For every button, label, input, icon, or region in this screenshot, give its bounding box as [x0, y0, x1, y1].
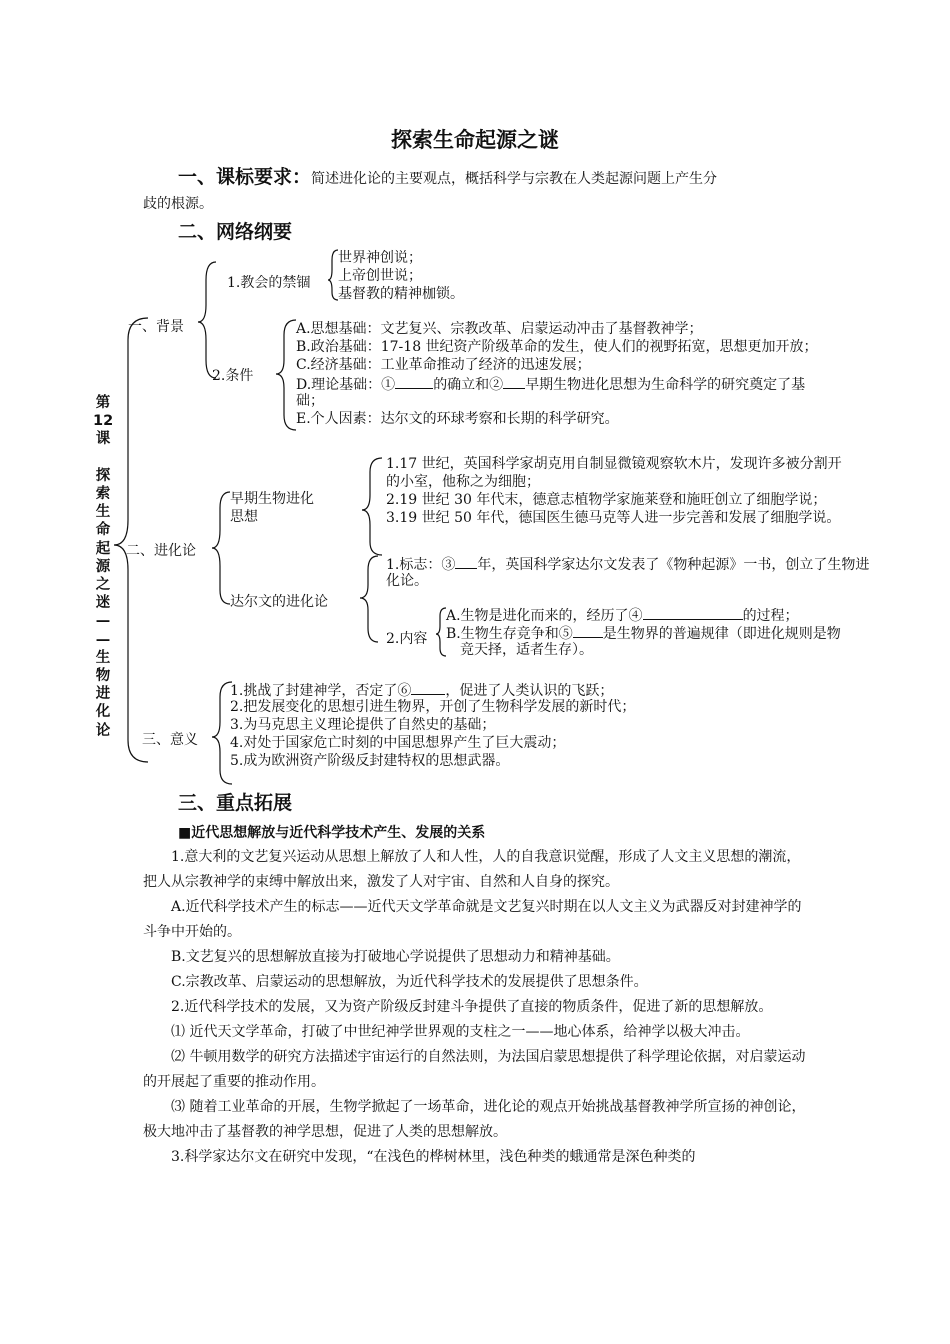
conditions-items — [296, 320, 818, 428]
blank-4 — [643, 605, 743, 620]
sidebar-char: 课 — [95, 431, 111, 448]
church-label: 1.教会的禁锢 — [227, 275, 311, 291]
paragraph: ⑴ 近代天文学革命，打破了中世纪神学世界观的支柱之一——地心体系，给神学以极大冲击。 — [171, 1024, 750, 1040]
page-title: 探索生命起源之谜 — [391, 128, 559, 152]
paragraph: A.近代科学技术产生的标志——近代天文学革命就是文艺复兴时期在以人文主义为武器反对封建神学的斗争中开始的。 — [143, 899, 802, 940]
early-item: 1.17 世纪，英国科学家胡克用自制显微镜观察软木片，发现许多被分割开 — [386, 456, 842, 472]
darwin-brace — [360, 556, 378, 642]
blank-1 — [395, 374, 433, 389]
sidebar-char: 进 — [95, 686, 111, 703]
paragraph: ⑶ 随着工业革命的开展，生物学掀起了一场革命，进化论的观点开始挑战基督教神学所宣扬的神创论，极大地冲击了基督教的神学思想，促进了人类的思想解放。 — [143, 1099, 806, 1140]
blank-2 — [503, 374, 525, 389]
church-item: 上帝创世说； — [338, 268, 422, 284]
sidebar-char: 索 — [95, 486, 111, 503]
blank-6 — [411, 680, 445, 695]
significance-item: 4.对处于国家危亡时刻的中国思想界产生了巨大震动； — [230, 735, 566, 751]
sidebar-char: 源 — [95, 558, 111, 575]
sidebar-char: 生 — [95, 649, 111, 666]
sidebar-char: 命 — [95, 522, 111, 539]
early-item: 2.19 世纪 30 年代末，德意志植物学家施莱登和施旺创立了细胞学说； — [386, 492, 827, 508]
sidebar-char: 第 — [95, 395, 111, 411]
significance-item: 2.把发展变化的思想引进生物界，开创了生物科学发展的新时代； — [230, 699, 636, 715]
condition-item: C.经济基础：工业革命推动了经济的迅速发展； — [296, 357, 591, 373]
evolution-label: 二、进化论 — [126, 543, 196, 559]
section3-subheading: ■近代思想解放与近代科学技术产生、发展的关系 — [178, 825, 486, 841]
section1-text-line2: 歧的根源。 — [143, 196, 213, 212]
blank-5 — [573, 623, 603, 638]
paragraph: C.宗教改革、启蒙运动的思想解放，为近代科学技术的发展提供了思想条件。 — [171, 974, 648, 990]
significance-item: 3.为马克思主义理论提供了自然史的基础； — [230, 717, 496, 733]
section2-heading: 二、网络纲要 — [178, 221, 293, 243]
sidebar-char: 起 — [95, 540, 111, 557]
sidebar-char: 物 — [95, 668, 111, 685]
conditions-brace — [276, 320, 296, 430]
early-items — [386, 455, 842, 527]
condition-item-d: D.理论基础：① 的确立和② 早期生物进化思想为生命科学的研究奠定了基 — [296, 374, 818, 392]
darwin-label: 达尔文的进化论 — [230, 594, 328, 610]
sidebar-char: — — [95, 631, 111, 648]
background-brace — [198, 262, 216, 378]
early-brace — [362, 458, 382, 555]
content-brace — [436, 608, 446, 656]
early-item: 的小室，他称之为细胞； — [386, 474, 540, 490]
sidebar-char: 迷 — [95, 595, 111, 612]
expansion-paragraphs — [143, 845, 810, 1170]
conditions-label: 2.条件 — [212, 368, 254, 384]
paragraph: 3.科学家达尔文在研究中发现，“在浅色的桦树林里，浅色种类的蛾通常是深色种类的 — [171, 1149, 696, 1165]
condition-item: B.政治基础：17-18 世纪资产阶级革命的发生，使人们的视野拓宽，思想更加开放； — [296, 339, 818, 355]
evolution-brace — [212, 492, 230, 604]
significance-label: 三、意义 — [142, 732, 198, 748]
condition-item: A.思想基础：文艺复兴、宗教改革、启蒙运动冲击了基督教神学； — [296, 321, 703, 337]
content-items: A.生物是进化而来的，经历了④ 的过程； B.生物生存竞争和⑤ 是生物界的普遍规律（即进化规则是物 竞天择，适者生存）。 — [446, 605, 841, 659]
early-item: 3.19 世纪 50 年代，德国医生德马克等人进一步完善和发展了细胞学说。 — [386, 510, 841, 526]
sidebar-char: 生 — [95, 504, 111, 521]
paragraph: 2.近代科学技术的发展，又为资产阶级反封建斗争提供了直接的物质条件，促进了新的思想解放。 — [171, 999, 773, 1015]
sidebar-char: 探 — [95, 467, 111, 484]
section3-heading: 三、重点拓展 — [178, 792, 293, 814]
darwin-sign: 1.标志：③ 年，英国科学家达尔文发表了《物种起源》一书，创立了生物进 化论。 — [386, 554, 869, 590]
paragraph: B.文艺复兴的思想解放直接为打破地心学说提供了思想动力和精神基础。 — [171, 949, 620, 965]
paragraph: ⑵ 牛顿用数学的研究方法描述宇宙运行的自然法则，为法国启蒙思想提供了科学理论依据，对启蒙运动的开展起了重要的推动作用。 — [143, 1049, 806, 1090]
background-label: 一、背景 — [128, 319, 184, 335]
sidebar-char: 化 — [95, 704, 111, 721]
early-label: 早期生物进化 思想 — [230, 491, 314, 525]
sidebar-char: 之 — [95, 577, 111, 594]
church-items — [338, 249, 464, 303]
significance-items: 1.挑战了封建神学，否定了⑥ ，促进了人类认识的飞跃； 2.把发展变化的思想引进生物界，开创了生物科学发展的新时代； 3.为马克思主义理论提供了自然史的基础； 4.对处于国家危亡时刻的中国思想界产生了巨大震动； 5.成为欧洲资产阶级反封建特权的思想武器。 — [230, 680, 635, 770]
significance-brace — [212, 682, 232, 784]
church-item: 基督教的精神枷锁。 — [338, 286, 464, 302]
blank-3 — [455, 554, 477, 569]
condition-item-e: E.个人因素：达尔文的环球考察和长期的科学研究。 — [296, 411, 619, 427]
section1-text-line1: 简述进化论的主要观点，概括科学与宗教在人类起源问题上产生分 — [311, 171, 718, 187]
section1-heading: 一、课标要求： — [178, 166, 312, 188]
paragraph: 1.意大利的文艺复兴运动从思想上解放了人和人性，人的自我意识觉醒，形成了人文主义思想的潮流，把人从宗教神学的束缚中解放出来，激发了人对宇宙、自然和人自身的探究。 — [143, 849, 801, 890]
church-brace — [328, 250, 338, 300]
condition-item-d-cont: 础； — [296, 393, 324, 409]
church-item: 世界神创说； — [338, 250, 422, 266]
significance-item: 5.成为欧洲资产阶级反封建特权的思想武器。 — [230, 753, 510, 769]
content-label: 2.内容 — [386, 631, 428, 647]
sidebar-char: 论 — [95, 722, 111, 739]
sidebar-char: 12 — [93, 413, 114, 430]
sidebar-char: — — [95, 613, 111, 630]
